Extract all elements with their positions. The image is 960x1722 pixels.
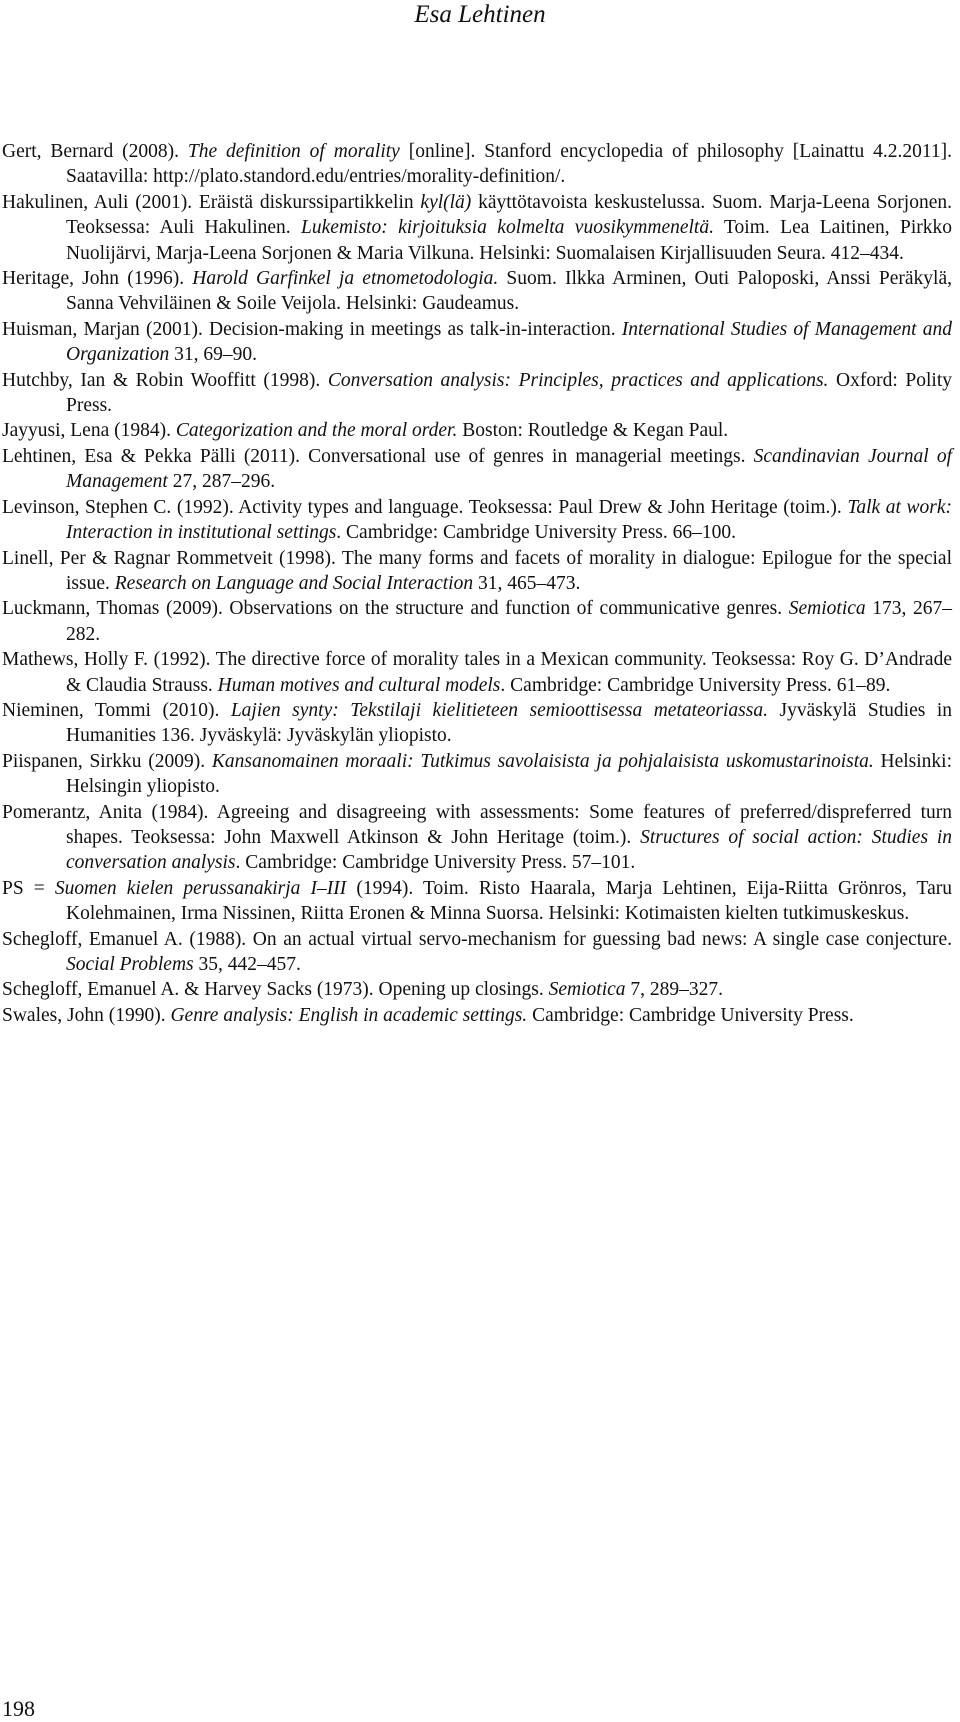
reference-entry [2, 800, 952, 876]
reference-text: Oxford: Polity Press. [66, 369, 952, 417]
reference-entry [2, 139, 952, 190]
reference-title: International Studies of Management and Organization [66, 318, 952, 366]
reference-text: . Cambridge: Cambridge University Press. 61–89. [500, 674, 891, 696]
reference-title: Talk at work: Interaction in institutional settings [66, 496, 952, 544]
reference-title: Lajien synty: Tekstilaji kielitieteen semioottisessa metateoriassa. [230, 699, 768, 721]
reference-title: Structures of social action: Studies in conversation analysis [66, 826, 952, 874]
reference-title: Harold Garfinkel ja etnometodologia. [192, 268, 499, 290]
page-number: 198 [2, 1696, 35, 1721]
reference-text: Schegloff, Emanuel A. (1988). On an actual virtual servo-mechanism for guessing bad news: A single case conjecture. [2, 928, 952, 950]
reference-title: Lukemisto: kirjoituksia kolmelta vuosikymmeneltä. [301, 217, 714, 239]
reference-title: Conversation analysis: Principles, practices and applications. [327, 369, 829, 391]
reference-entry [2, 1003, 952, 1028]
reference-title: Kansanomainen moraali: Tutkimus savolaisista ja pohjalaisista uskomustarinoista. [211, 750, 874, 772]
reference-text: Cambridge: Cambridge University Press. [527, 1004, 854, 1026]
reference-text: 35, 442–457. [193, 954, 301, 975]
reference-text: Piispanen, Sirkku (2009). [2, 750, 212, 772]
reference-text: Jyväskylä Studies in Humanities 136. Jyväskylä: Jyväskylän yliopisto. [66, 699, 952, 747]
reference-entry [2, 596, 952, 647]
reference-text: Hutchby, Ian & Robin Wooffitt (1998). [2, 369, 328, 391]
reference-text: Suom. Ilkka Arminen, Outi Paloposki, Anssi Peräkylä, Sanna Vehviläinen & Soile Veijola. Helsinki: Gaudeamus. [66, 268, 952, 315]
reference-title: Genre analysis: English in academic settings. [170, 1004, 528, 1026]
reference-title: Human motives and cultural models [217, 674, 501, 696]
reference-title: Scandinavian Journal of Management [66, 445, 952, 493]
reference-text: (1994). Toim. Risto Haarala, Marja Lehtinen, Eija-Riitta Grönros, Taru Kolehmainen, Irma Nissinen, Riitta Eronen & Minna Suorsa. Helsinki: Kotimaisten kielten tutkimuskeskus. [66, 877, 953, 925]
reference-text: Huisman, Marjan (2001). Decision-making in meetings as talk-in-interaction. [2, 318, 622, 340]
reference-title: kyl(lä) [420, 191, 472, 213]
reference-text: Helsinki: Helsingin yliopisto. [66, 750, 953, 798]
reference-entry [2, 266, 952, 317]
reference-entry [2, 368, 952, 419]
reference-text: Hakulinen, Auli (2001). Eräistä diskurssipartikkelin [2, 191, 421, 213]
reference-text: Pomerantz, Anita (1984). Agreeing and disagreeing with assessments: Some features of preferred/dispreferred turn shapes. Teoksessa: John Maxwell Atkinson & John Heritage (toim.). [2, 801, 952, 848]
reference-entry [2, 749, 952, 800]
reference-entry [2, 418, 952, 443]
reference-entry [2, 444, 952, 495]
reference-list [2, 139, 952, 1028]
reference-entry [2, 647, 952, 698]
reference-text: Levinson, Stephen C. (1992). Activity types and language. Teoksessa: Paul Drew & John Heritage (toim.). [2, 496, 848, 518]
reference-text: 31, 69–90. [169, 344, 258, 366]
reference-text: 173, 267–282. [66, 598, 953, 645]
reference-entry [2, 977, 952, 1002]
reference-text: Mathews, Holly F. (1992). The directive force of morality tales in a Mexican community. Teoksessa: Roy G. D’Andrade & Claudia Strauss. [2, 649, 952, 696]
reference-text: Linell, Per & Ragnar Rommetveit (1998). The many forms and facets of morality in dialogue: Epilogue for the special issue. [2, 547, 952, 594]
reference-text: Heritage, John (1996). [2, 268, 193, 290]
reference-text: Boston: Routledge & Kegan Paul. [457, 420, 729, 442]
reference-entry [2, 698, 952, 749]
reference-title: Suomen kielen perussanakirja I–III [54, 877, 347, 899]
reference-text: . Cambridge: Cambridge University Press. 66–100. [336, 522, 736, 544]
reference-title: The definition of morality [187, 141, 400, 162]
reference-entry [2, 876, 952, 927]
reference-text: Nieminen, Tommi (2010). [2, 699, 231, 721]
reference-title: Categorization and the moral order. [175, 420, 458, 442]
reference-entry [2, 495, 952, 546]
reference-text: 7, 289–327. [625, 979, 724, 1001]
reference-text: 27, 287–296. [167, 471, 276, 493]
reference-title: Semiotica [548, 979, 626, 1001]
reference-entry [2, 927, 952, 978]
reference-title: Social Problems [66, 954, 194, 975]
reference-text: Toim. Lea Laitinen, Pirkko Nuolijärvi, Marja-Leena Sorjonen & Maria Vilkuna. Helsinki: Suomalaisen Kirjallisuuden Seura. 412–434. [66, 217, 952, 264]
reference-text: Jayyusi, Lena (1984). [2, 420, 176, 442]
reference-text: Gert, Bernard (2008). [2, 141, 188, 162]
reference-text: [online]. Stanford encyclopedia of philosophy [Lainattu 4.2.2011]. Saatavilla: http://plato.standord.edu/entries/morality-definition/. [66, 141, 952, 188]
reference-text: Lehtinen, Esa & Pekka Pälli (2011). Conversational use of genres in managerial meetings. [2, 445, 754, 467]
reference-title: Semiotica [788, 598, 866, 620]
reference-text: Schegloff, Emanuel A. & Harvey Sacks (1973). Opening up closings. [2, 979, 549, 1001]
reference-text: Swales, John (1990). [2, 1004, 171, 1026]
reference-text: PS = [2, 877, 55, 899]
reference-title: Research on Language and Social Interaction [114, 572, 474, 594]
reference-text: 31, 465–473. [473, 572, 581, 594]
reference-entry [2, 190, 952, 266]
reference-entry [2, 546, 952, 597]
reference-text: Luckmann, Thomas (2009). Observations on the structure and function of communicative genres. [2, 598, 789, 620]
running-head: Esa Lehtinen [414, 1, 546, 28]
reference-text: . Cambridge: Cambridge University Press. 57–101. [235, 852, 636, 874]
reference-text: käyttötavoista keskustelussa. Suom. Marja-Leena Sorjonen. Teoksessa: Auli Hakulinen. [66, 191, 952, 239]
reference-entry [2, 317, 952, 368]
